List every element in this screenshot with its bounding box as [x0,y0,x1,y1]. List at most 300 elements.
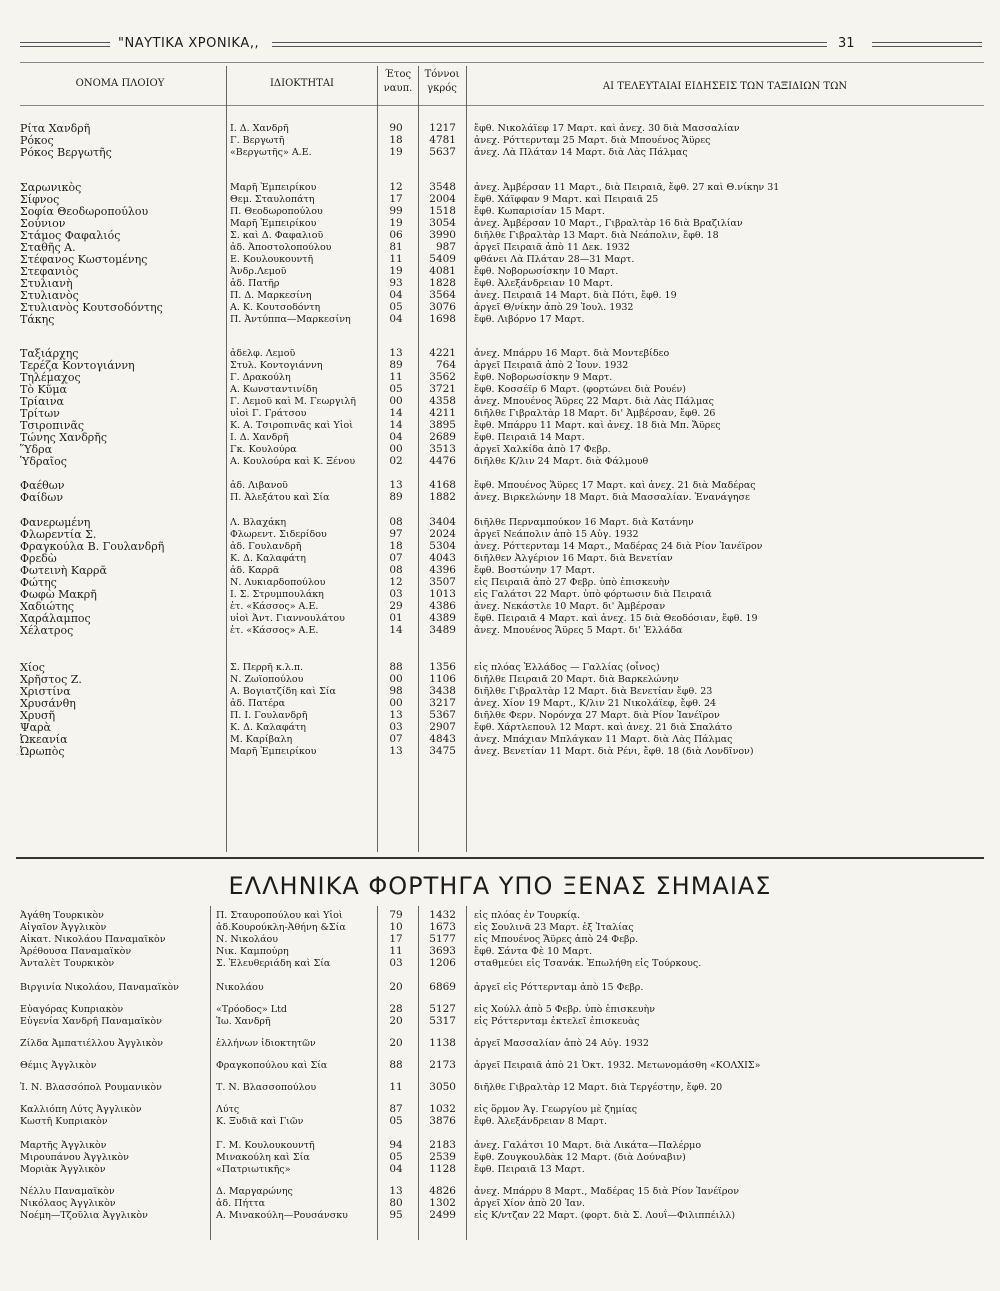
ship-name: Σταθῆς Α. [20,241,76,254]
ship-name: Αἰκατ. Νικολάου Παναμαϊκὸν [20,934,166,945]
voyage-news: ἀνεχ. Μπουένος Ἄϋρες 22 Μαρτ. διὰ Λὰς Πάλμας [474,396,714,407]
foreign-ship-row [0,1115,1000,1128]
owner: ἀδ.Κουρούκλη-Ἀθήνη &Σία [216,922,346,933]
voyage-news: διῆλθε Γιβραλτὰρ 12 Μαρτ. διὰ Βενετίαν ἔφθ. 23 [474,686,713,697]
voyage-news: ἀργεῖ Θ/νίκην ἀπὸ 29 Ἰουλ. 1932 [474,302,634,313]
ship-name: Ρίτα Χανδρῆ [20,122,91,135]
voyage-news: ἀργεῖ Χίον ἀπὸ 20 Ἰαν. [474,1198,586,1209]
year-built: 17 [389,193,403,205]
gross-tons: 1518 [429,205,456,217]
year-built: 07 [389,552,403,564]
year-built: 13 [389,1185,403,1197]
voyage-news: εἰς πλόας Ἑλλάδος — Γαλλίας (οἶνος) [474,662,660,673]
ship-name: Ἰ. Ν. Βλασσόπολ Ρουμανικὸν [20,1082,162,1093]
gross-tons: 4168 [429,479,456,491]
year-built: 99 [389,205,403,217]
voyage-news: ἔφθ. Ζουγκουλδὰκ 12 Μαρτ. (διὰ Δούναβιν) [474,1152,686,1163]
gross-tons: 3404 [429,516,456,528]
voyage-news: διῆλθε Περναμπούκον 16 Μαρτ. διὰ Κατάνην [474,517,694,528]
year-built: 88 [389,1059,403,1071]
gross-tons: 1138 [429,1037,456,1049]
ship-name: Φραγκούλα Β. Γουλανδρῆ [20,540,165,553]
owner: Μαρῆ Ἐμπειρίκου [230,746,317,757]
voyage-news: ἔφθ. Νοβορωσίσκην 9 Μαρτ. [474,372,613,383]
voyage-news: ἔφθ. Νοβορωσίσκην 10 Μαρτ. [474,266,619,277]
gross-tons: 3054 [429,217,456,229]
ship-name: Ἀγάθη Τουρκικὸν [20,910,104,921]
gross-tons: 5177 [429,933,456,945]
gross-tons: 5367 [429,709,456,721]
year-built: 98 [389,685,403,697]
gross-tons: 3548 [429,181,456,193]
ship-name: Στυλιανὸς Κουτσοδόντης [20,301,163,314]
ship-name: Νικόλαος Ἀγγλικὸν [20,1198,116,1209]
owner: ἑτ. «Κάσσος» Α.Ε. [230,601,319,612]
ship-name: Φαίδων [20,491,64,504]
year-built: 13 [389,479,403,491]
owner: Α. Κουλούρα καὶ Κ. Ξένου [230,456,356,467]
ship-name: Ταξιάρχης [20,347,79,360]
greek-ship-row [0,745,1000,758]
ship-name: Ζίλδα Ἀμπατιέλλου Ἀγγλικὸν [20,1038,164,1049]
gross-tons: 3990 [429,229,456,241]
year-built: 00 [389,697,403,709]
owner: Π. Ἀντύππα—Μαρκεσίνη [230,314,351,325]
ship-name: Σίφνος [20,193,60,206]
voyage-news: ἔφθ. Ἀλεξάνδρειαν 8 Μαρτ. [474,1116,607,1127]
gross-tons: 3693 [429,945,456,957]
gross-tons: 2499 [429,1209,456,1221]
voyage-news: ἀνεχ. Χίον 19 Μαρτ., Κ/λιν 21 Νικολάϊεφ, ἔφθ. 24 [474,698,717,709]
ship-name: Στάμος Φαφαλιός [20,229,121,242]
voyage-news: ἀνεχ. Βιρκελώνην 18 Μαρτ. διὰ Μασσαλίαν. Ἐνανάγησε [474,492,750,503]
ship-name: Φωτεινὴ Καρρᾶ [20,564,107,577]
gross-tons: 4781 [429,134,456,146]
owner: Φλωρεντ. Σιδερίδου [230,529,327,540]
gross-tons: 1356 [429,661,456,673]
gross-tons: 1828 [429,277,456,289]
voyage-news: ἀνεχ. Μπάχιαν Μπλάγκαν 11 Μαρτ. διὰ Λὰς Πάλμας [474,734,733,745]
gross-tons: 5304 [429,540,456,552]
ship-name: Τώνης Χανδρῆς [20,431,108,444]
year-built: 03 [389,721,403,733]
voyage-news: ἀνεχ. Μπάρρυ 16 Μαρτ. διὰ Μοντεβίδεο [474,348,670,359]
year-built: 95 [389,1209,403,1221]
owner: Φραγκοπούλου καὶ Σία [216,1060,328,1071]
col-year-header-1: Έτος [384,69,412,80]
gross-tons: 1882 [429,491,456,503]
gross-tons: 3050 [429,1081,456,1093]
owner: ἑλλήνων ἰδιοκτητῶν [216,1038,316,1049]
owner: Α. Κ. Κουτσοδόντη [230,302,321,313]
owner: ἑτ. «Κάσσος» Α.Ε. [230,625,319,636]
owner: Π. Ι. Γουλανδρῆ [230,710,308,721]
gross-tons: 4396 [429,564,456,576]
year-built: 05 [389,1115,403,1127]
foreign-ship-row [0,1081,1000,1094]
gross-tons: 2183 [429,1139,456,1151]
ship-name: Κωστῆ Κυπριακὸν [20,1116,108,1127]
ship-name: Σοφία Θεοδωροπούλου [20,205,149,218]
owner: Γ. Μ. Κουλουκουντῆ [216,1140,315,1151]
ship-name: Νοέμη—Τζοῦλια Ἀγγλικὸν [20,1210,148,1221]
year-built: 05 [389,301,403,313]
voyage-news: ἔφθ. Κοσσέϊρ 6 Μαρτ. (φορτώνει διὰ Ρουέν) [474,384,686,395]
ship-name: Καλλιόπη Λύτς Ἀγγλικὸν [20,1104,142,1115]
owner: «Βεργωτῆς» Α.Ε. [230,147,312,158]
ship-name: Ρόκος Βεργωτῆς [20,146,112,159]
ship-name: Βιργινία Νικολάου, Παναμαϊκὸν [20,982,179,993]
owner: Ἰω. Χανδρῆ [216,1016,271,1027]
voyage-news: ἔφθ. Νικολάϊεφ 17 Μαρτ. καὶ ἀνεχ. 30 διὰ Μασσαλίαν [474,123,740,134]
gross-tons: 4386 [429,600,456,612]
gross-tons: 1032 [429,1103,456,1115]
gross-tons: 5637 [429,146,456,158]
year-built: 17 [389,933,403,945]
ship-name: Τάκης [20,313,55,326]
col-owners-header: ΙΔΙΟΚΤΗΤΑΙ [269,78,335,89]
voyage-news: ἀνεχ. Πειραιᾶ 14 Μαρτ. διὰ Πότι, ἔφθ. 19 [474,290,677,301]
gross-tons: 1302 [429,1197,456,1209]
ship-name: Ὕδρα [20,443,53,456]
owner: Τ. Ν. Βλασσοπούλου [216,1082,317,1093]
year-built: 97 [389,528,403,540]
year-built: 11 [389,945,403,957]
year-built: 04 [389,431,403,443]
year-built: 90 [389,122,403,134]
year-built: 13 [389,347,403,359]
gross-tons: 3475 [429,745,456,757]
voyage-news: διῆλθε Φερν. Νορόνχα 27 Μαρτ. διὰ Ρίον Ἰανέϊρον [474,710,720,721]
owner: Λ. Βλαχάκη [230,517,287,528]
year-built: 14 [389,419,403,431]
owner: Ε. Κουλουκουντῆ [230,254,314,265]
owner: Λύτς [216,1104,240,1115]
voyage-news: ἔφθ. Μπάρρυ 11 Μαρτ. καὶ ἀνεχ. 18 διὰ Μπ. Ἄϋρες [474,420,721,431]
gross-tons: 1106 [429,673,456,685]
greek-ship-row [0,313,1000,326]
gross-tons: 1673 [429,921,456,933]
voyage-news: ἀργεῖ Πειραιᾶ ἀπὸ 11 Δεκ. 1932 [474,242,630,253]
gross-tons: 3564 [429,289,456,301]
owner: Ι. Δ. Χανδρῆ [230,123,289,134]
year-built: 19 [389,146,403,158]
year-built: 03 [389,588,403,600]
year-built: 06 [389,229,403,241]
voyage-news: ἔφθ. Κωπαρισίαν 15 Μαρτ. [474,206,605,217]
year-built: 19 [389,265,403,277]
year-built: 20 [389,1015,403,1027]
year-built: 14 [389,407,403,419]
year-built: 89 [389,491,403,503]
year-built: 05 [389,383,403,395]
ship-name: Φανερωμένη [20,516,91,529]
owner: Μ. Καρίβαλη [230,734,293,745]
gross-tons: 4221 [429,347,456,359]
year-built: 00 [389,673,403,685]
voyage-news: ἔφθ. Μπουένος Ἄϋρες 17 Μαρτ. καὶ ἀνεχ. 21 διὰ Μαδέρας [474,480,756,491]
page-number: 31 [838,36,855,51]
gross-tons: 1128 [429,1163,456,1175]
owner: υἱοὶ Γ. Γράτσου [230,408,307,419]
year-built: 12 [389,181,403,193]
year-built: 01 [389,612,403,624]
gross-tons: 6869 [429,981,456,993]
owner: ἀδ. Γουλανδρῆ [230,541,302,552]
year-built: 13 [389,709,403,721]
voyage-news: εἰς Σουλινᾶ 23 Μαρτ. ἐξ Ἰταλίας [474,922,634,933]
owner: Ἀνδρ.Λεμοῦ [230,266,287,277]
voyage-news: ἔφθ. Λιβόρνο 17 Μαρτ. [474,314,585,325]
gross-tons: 4476 [429,455,456,467]
greek-ship-row [0,146,1000,159]
voyage-news: εἰς Χούλλ ἀπὸ 5 Φεβρ. ὑπὸ ἐπισκευὴν [474,1004,656,1015]
voyage-news: ἔφθ. Χάρτλεπουλ 12 Μαρτ. καὶ ἀνεχ. 21 διὰ Σπαλάτο [474,722,733,733]
owner: Σ. Περρῆ κ.λ.π. [230,662,304,673]
ship-name: Ὠρωπὸς [20,745,65,758]
owner: Π. Δ. Μαρκεσίνη [230,290,312,301]
year-built: 05 [389,1151,403,1163]
gross-tons: 1013 [429,588,456,600]
year-built: 19 [389,217,403,229]
owner: ἀδ. Πατῆρ [230,278,280,289]
voyage-news: διῆλθε Γιβραλτὰρ 13 Μαρτ. διὰ Νεάπολιν, ἔφθ. 18 [474,230,719,241]
gross-tons: 3876 [429,1115,456,1127]
gross-tons: 3489 [429,624,456,636]
voyage-news: ἀνεχ. Λὰ Πλάταν 14 Μαρτ. διὰ Λὰς Πάλμας [474,147,688,158]
year-built: 04 [389,1163,403,1175]
ship-name: Τὸ Κῦμα [20,383,67,396]
year-built: 08 [389,564,403,576]
year-built: 88 [389,661,403,673]
voyage-news: διῆλθε Γιβραλτὰρ 12 Μαρτ. διὰ Τεργέστην, ἔφθ. 20 [474,1082,723,1093]
voyage-news: ἔφθ. Χάϊφφαν 9 Μαρτ. καὶ Πειραιᾶ 25 [474,194,659,205]
foreign-ship-row [0,1163,1000,1176]
voyage-news: εἰς Κ/ντζαν 22 Μαρτ. (φορτ. διὰ Σ. Λουΐ—Φιλιππέιλλ) [474,1210,736,1221]
owner: Γ. Βεργωτῆ [230,135,285,146]
year-built: 80 [389,1197,403,1209]
voyage-news: ἀργεῖ Χαλκίδα ἀπὸ 17 Φεβρ. [474,444,611,455]
year-built: 11 [389,371,403,383]
year-built: 11 [389,1081,403,1093]
gross-tons: 1206 [429,957,456,969]
voyage-news: εἰς πλόας ἐν Τουρκίᾳ. [474,910,581,921]
ship-name: Χριστίνα [20,685,71,698]
owner: ἀδελφ. Λεμοῦ [230,348,296,359]
ship-name: Χίος [20,661,45,674]
voyage-news: ἔφθ. Ἀλεξάνδρειαν 10 Μαρτ. [474,278,614,289]
ship-name: Στυλιανὸς [20,289,79,302]
owner: Μαρῆ Ἐμπειρίκου [230,182,317,193]
owner: Ν. Λυκιαρδοπούλου [230,577,326,588]
year-built: 93 [389,277,403,289]
ship-name: Στεφανιὸς [20,265,79,278]
owner: ἀδ. Καρρᾶ [230,565,280,576]
voyage-news: εἰς Πειραιᾶ ἀπὸ 27 Φεβρ. ὑπὸ ἐπισκευὴν [474,577,670,588]
gross-tons: 2539 [429,1151,456,1163]
owner: ἀδ. Πήττα [216,1198,266,1209]
ship-name: Φώτης [20,576,57,589]
ship-name: Τρίαινα [20,395,64,408]
owner: Ι. Σ. Στρυμπουλάκη [230,589,324,600]
ship-name: Στυλιανὴ [20,277,73,290]
col-tons-header-1: Τόννοι [424,69,460,80]
year-built: 89 [389,359,403,371]
voyage-news: διῆλθε Κ/λιν 24 Μαρτ. διὰ Φάλμουθ [474,456,649,467]
gross-tons: 4043 [429,552,456,564]
voyage-news: ἀργεῖ εἰς Ρόττερνταμ ἀπὸ 15 Φεβρ. [474,982,644,993]
year-built: 94 [389,1139,403,1151]
gross-tons: 1217 [429,122,456,134]
header-rule-middle [272,42,827,43]
ship-name: Μιρουπάνου Ἀγγλικὸν [20,1152,129,1163]
voyage-news: ἔφθ. Πειραιᾶ 13 Μαρτ. [474,1164,585,1175]
owner: Σ. Ἐλευθεριάδη καὶ Σία [216,958,331,969]
gross-tons: 2173 [429,1059,456,1071]
year-built: 02 [389,455,403,467]
ship-name: Μαρτῆς Ἀγγλικὸν [20,1140,107,1151]
owner: Κ. Α. Τσιροπινᾶς καὶ Υἱοὶ [230,420,353,431]
voyage-news: ἀνεχ. Ρόττερνταμ 14 Μαρτ., Μαδέρας 24 διὰ Ρίον Ἰανέϊρον [474,541,763,552]
year-built: 13 [389,745,403,757]
greek-ship-row [0,455,1000,468]
year-built: 81 [389,241,403,253]
voyage-news: φθάνει Λὰ Πλάταν 28—31 Μαρτ. [474,254,635,265]
ship-name: Νέλλυ Παναμαϊκὸν [20,1186,115,1197]
gross-tons: 3895 [429,419,456,431]
ship-name: Τηλέμαχος [20,371,81,384]
gross-tons: 764 [435,359,456,371]
owner: Π. Ἀλεξάτου καὶ Σία [230,492,330,503]
col-year-header-2: ναυπ. [383,83,413,94]
ship-name: Χρυσῆ [20,709,56,722]
gross-tons: 3562 [429,371,456,383]
header-rule-left [20,42,110,43]
ship-name: Αἰγαῖον Ἀγγλικὸν [20,922,107,933]
year-built: 20 [389,981,403,993]
gross-tons: 4389 [429,612,456,624]
voyage-news: ἀνεχ. Νεκάστλε 10 Μαρτ. δι' Ἀμβέρσαν [474,601,666,612]
owner: Κ. Δ. Καλαφάτη [230,553,306,564]
ship-name: Φλωρεντία Σ. [20,528,97,541]
owner: Π. Σταυροπούλου καὶ Υἱοὶ [216,910,343,921]
header-rule-right-2 [872,46,982,47]
owner: Ι. Δ. Χανδρῆ [230,432,289,443]
owner: Μινακούλη καὶ Σία [216,1152,310,1163]
gross-tons: 4826 [429,1185,456,1197]
year-built: 29 [389,600,403,612]
ship-name: Φαέθων [20,479,65,492]
header-rule-middle-2 [272,46,827,47]
voyage-news: ἔφθ. Βοστώνην 17 Μαρτ. [474,565,596,576]
owner: Κ. Ξυδιᾶ καὶ Γιῶν [216,1116,304,1127]
owner: Κ. Δ. Καλαφάτη [230,722,306,733]
year-built: 00 [389,395,403,407]
owner: Θεμ. Σταυλοπάτη [230,194,315,205]
owner: Στυλ. Κοντογιάννη [230,360,323,371]
voyage-news: εἰς Γαλάτσι 22 Μαρτ. ὑπὸ φόρτωσιν διὰ Πειραιᾶ [474,589,712,600]
voyage-news: διῆλθε Πειραιᾶ 20 Μαρτ. διὰ Βαρκελώνην [474,674,679,685]
ship-name: Σαρωνικὸς [20,181,82,194]
owner: Ν. Νικολάου [216,934,278,945]
foreign-ship-row [0,1015,1000,1028]
journal-title: "ΝΑΥΤΙΚΑ ΧΡΟΝΙΚΑ,, [118,36,260,51]
year-built: 00 [389,443,403,455]
year-built: 03 [389,957,403,969]
ship-name: Εὐγενία Χανδρῆ Παναμαϊκὸν [20,1016,162,1027]
voyage-news: ἀνεχ. Ρόττερνταμ 25 Μαρτ. διὰ Μπουένος Ἄϋρες [474,135,711,146]
owner: Α. Κωνσταντινίδη [230,384,318,395]
ship-name: Χαδιώτης [20,600,75,613]
year-built: 20 [389,1037,403,1049]
gross-tons: 1432 [429,909,456,921]
col-tons-header-2: γκρός [427,83,457,94]
owner: Γκ. Κουλούρα [230,444,297,455]
section-divider [16,857,984,859]
owner: Π. Θεοδωροπούλου [230,206,323,217]
gross-tons: 2689 [429,431,456,443]
owner: Σ. καὶ Δ. Φαφαλιοῦ [230,230,324,241]
year-built: 10 [389,921,403,933]
foreign-ship-row [0,957,1000,970]
voyage-news: ἀργεῖ Πειραιᾶ ἀπὸ 21 Ὀκτ. 1932. Μετωνομάσθη «ΚΟΛΧΙΣ» [474,1060,761,1071]
foreign-ship-row [0,981,1000,994]
ship-name: Τσιροπινᾶς [20,419,85,432]
voyage-news: εἰς Ρόττερνταμ ἐκτελεῖ ἐπισκευὰς [474,1016,640,1027]
year-built: 14 [389,624,403,636]
owner: Μαρῆ Ἐμπειρίκου [230,218,317,229]
year-built: 04 [389,289,403,301]
foreign-ship-row [0,1037,1000,1050]
voyage-news: ἀνεχ. Μπουένος Ἄϋρες 5 Μαρτ. δι' Ἑλλάδα [474,625,683,636]
voyage-news: ἀνεχ. Γαλάτσι 10 Μαρτ. διὰ Λικάτα—Παλέρμο [474,1140,702,1151]
owner: Γ. Δρακούλη [230,372,291,383]
year-built: 18 [389,540,403,552]
header-rule-left-2 [20,46,110,47]
ship-name: Ψαρὰ [20,721,51,734]
owner: «Πατριωτικῆς» [216,1164,291,1175]
voyage-news: ἀργεῖ Μασσαλίαν ἀπὸ 24 Αὐγ. 1932 [474,1038,649,1049]
voyage-news: εἰς Μπουένος Ἄϋρες ἀπὸ 24 Φεβρ. [474,934,639,945]
gross-tons: 3721 [429,383,456,395]
ship-name: Χέλατρος [20,624,74,637]
gross-tons: 2024 [429,528,456,540]
voyage-news: σταθμεύει εἰς Τσανάκ. Ἐπωλήθη εἰς Τούρκους. [474,958,702,969]
ship-name: Χρῆστος Ζ. [20,673,82,686]
foreign-ship-row [0,1209,1000,1222]
voyage-news: ἔφθ. Σάντα Φὲ 10 Μαρτ. [474,946,593,957]
voyage-news: εἰς ὅρμον Ἁγ. Γεωργίου μὲ ζημίας [474,1104,638,1115]
owner: Α. Βογιατζίδη καὶ Σία [230,686,336,697]
year-built: 07 [389,733,403,745]
gross-tons: 3076 [429,301,456,313]
ship-name: Τερέζα Κοντογιάννη [20,359,135,372]
gross-tons: 3217 [429,697,456,709]
owner: Γ. Λεμοῦ καὶ Μ. Γεωργιλῆ [230,396,356,407]
year-built: 08 [389,516,403,528]
ship-name: Φωφὼ Μακρῆ [20,588,97,601]
owner: Νικ. Καμπούρη [216,946,289,957]
year-built: 79 [389,909,403,921]
voyage-news: ἀργεῖ Νεάπολιν ἀπὸ 15 Αὐγ. 1932 [474,529,639,540]
owner: ἀδ. Πατέρα [230,698,286,709]
gross-tons: 1698 [429,313,456,325]
year-built: 12 [389,576,403,588]
gross-tons: 3513 [429,443,456,455]
foreign-ship-row [0,1059,1000,1072]
voyage-news: ἔφθ. Πειραιᾶ 4 Μαρτ. καὶ ἀνεχ. 15 διὰ Θεοδόσιαν, ἔφθ. 19 [474,613,758,624]
owner: Α. Μινακούλη—Ρουσάνσκυ [216,1210,348,1221]
